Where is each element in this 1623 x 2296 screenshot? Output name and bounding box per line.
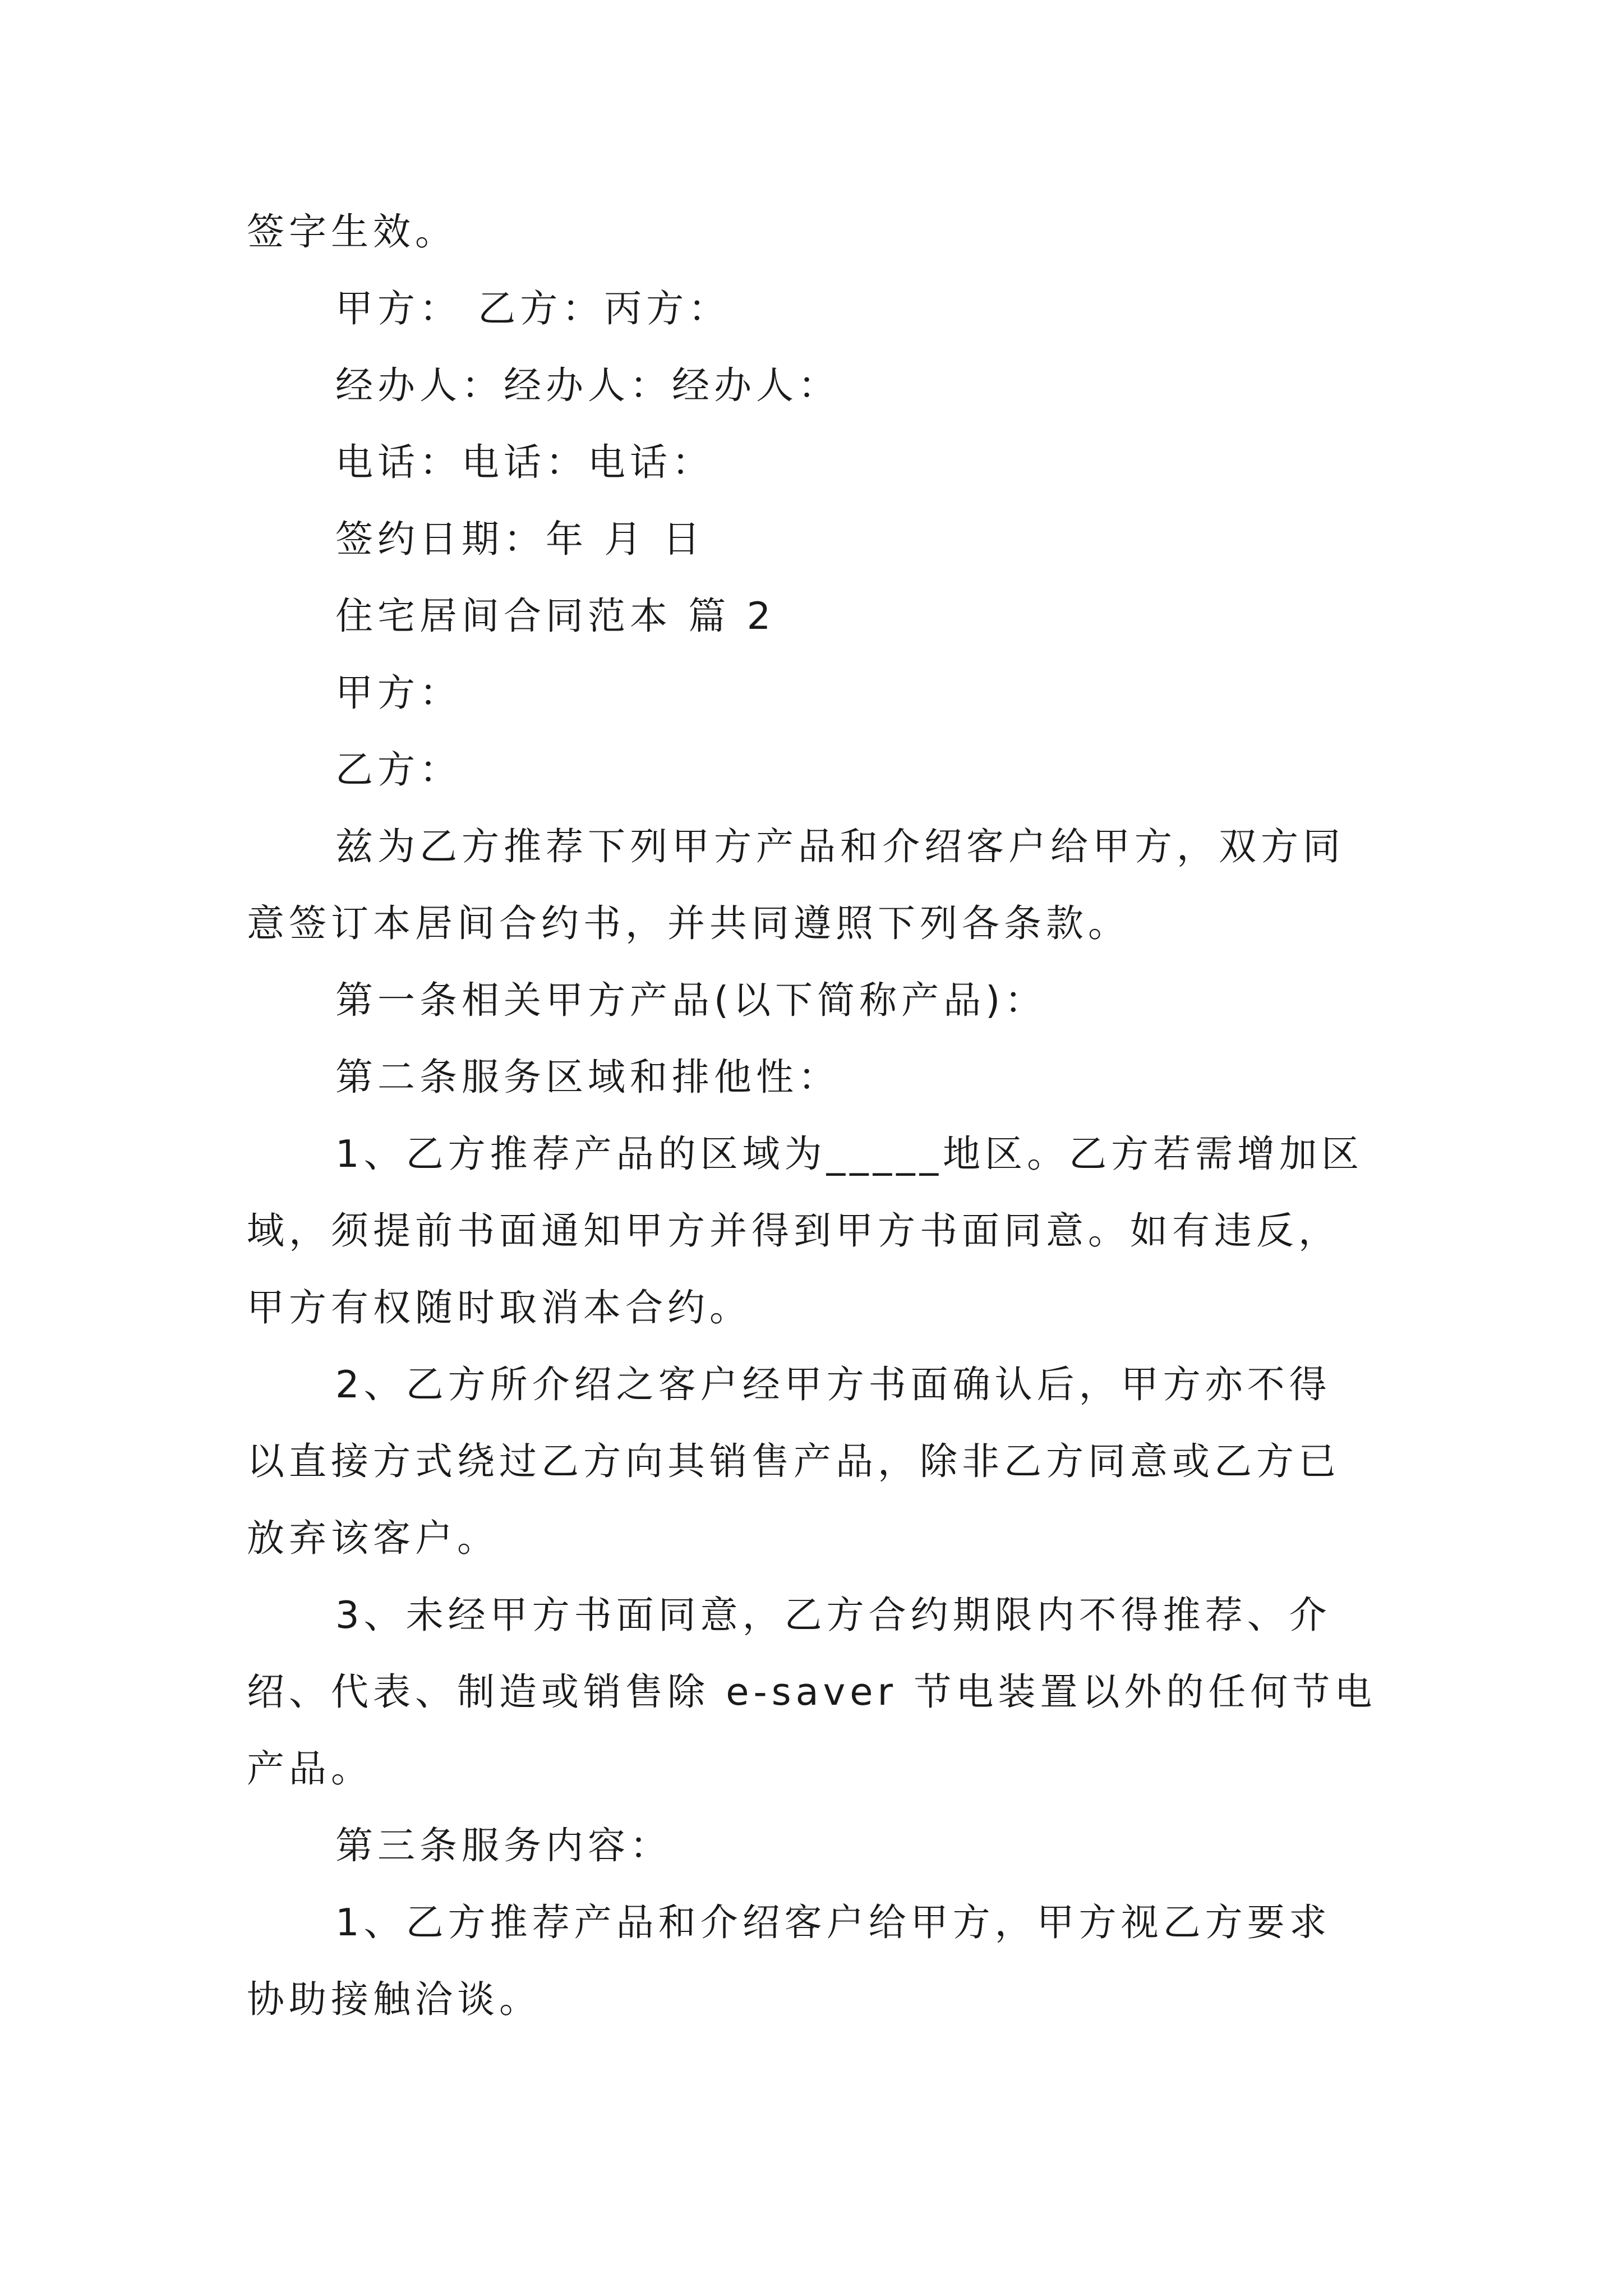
paragraph-line: 域，须提前书面通知甲方并得到甲方书面同意。如有违反，	[247, 1209, 1340, 1253]
paragraph-line: 绍、代表、制造或销售除 e-saver 节电装置以外的任何节电	[247, 1670, 1377, 1714]
paragraph-line: 以直接方式绕过乙方向其销售产品，除非乙方同意或乙方已	[247, 1439, 1340, 1483]
article-2-item-2	[247, 1346, 1380, 1577]
document-page	[247, 194, 1380, 2038]
paragraph-party-b: 乙方：	[335, 748, 462, 792]
paragraph-party-a: 甲方：	[335, 671, 462, 715]
paragraph-signature-effective: 签字生效。	[247, 210, 457, 254]
paragraph-line: 兹为乙方推荐下列甲方产品和介绍客户给甲方，双方同	[335, 825, 1345, 868]
paragraph-parties: 甲方： 乙方：丙方：	[335, 287, 731, 330]
paragraph-line: 产品。	[247, 1747, 373, 1791]
article-3-item-1	[247, 1884, 1380, 2038]
paragraph-line: 协助接触洽谈。	[247, 1977, 541, 2021]
paragraph-line: 1、乙方推荐产品和介绍客户给甲方，甲方视乙方要求	[335, 1901, 1331, 1944]
paragraph-handlers: 经办人：经办人：经办人：	[335, 364, 840, 407]
article-1-heading: 第一条相关甲方产品(以下简称产品)：	[335, 978, 1047, 1022]
paragraph-line: 2、乙方所介绍之客户经甲方书面确认后，甲方亦不得	[335, 1363, 1331, 1406]
paragraph-line: 1、乙方推荐产品的区域为_____地区。乙方若需增加区	[335, 1132, 1364, 1176]
paragraph-line: 放弃该客户。	[247, 1516, 499, 1560]
article-2-item-3	[247, 1577, 1380, 1807]
paragraph-line: 3、未经甲方书面同意，乙方合约期限内不得推荐、介	[335, 1593, 1331, 1637]
paragraph-line: 甲方有权随时取消本合约。	[247, 1286, 751, 1329]
article-2-item-1	[247, 1116, 1380, 1346]
section-title: 住宅居间合同范本 篇 2	[335, 594, 776, 638]
article-3-heading: 第三条服务内容：	[335, 1824, 672, 1867]
paragraph-phones: 电话：电话：电话：	[335, 440, 714, 484]
paragraph-sign-date: 签约日期：年 月 日	[335, 517, 705, 561]
paragraph-intro	[247, 808, 1380, 962]
article-2-heading: 第二条服务区域和排他性：	[335, 1055, 840, 1099]
paragraph-line: 意签订本居间合约书，并共同遵照下列各条款。	[247, 901, 1130, 945]
